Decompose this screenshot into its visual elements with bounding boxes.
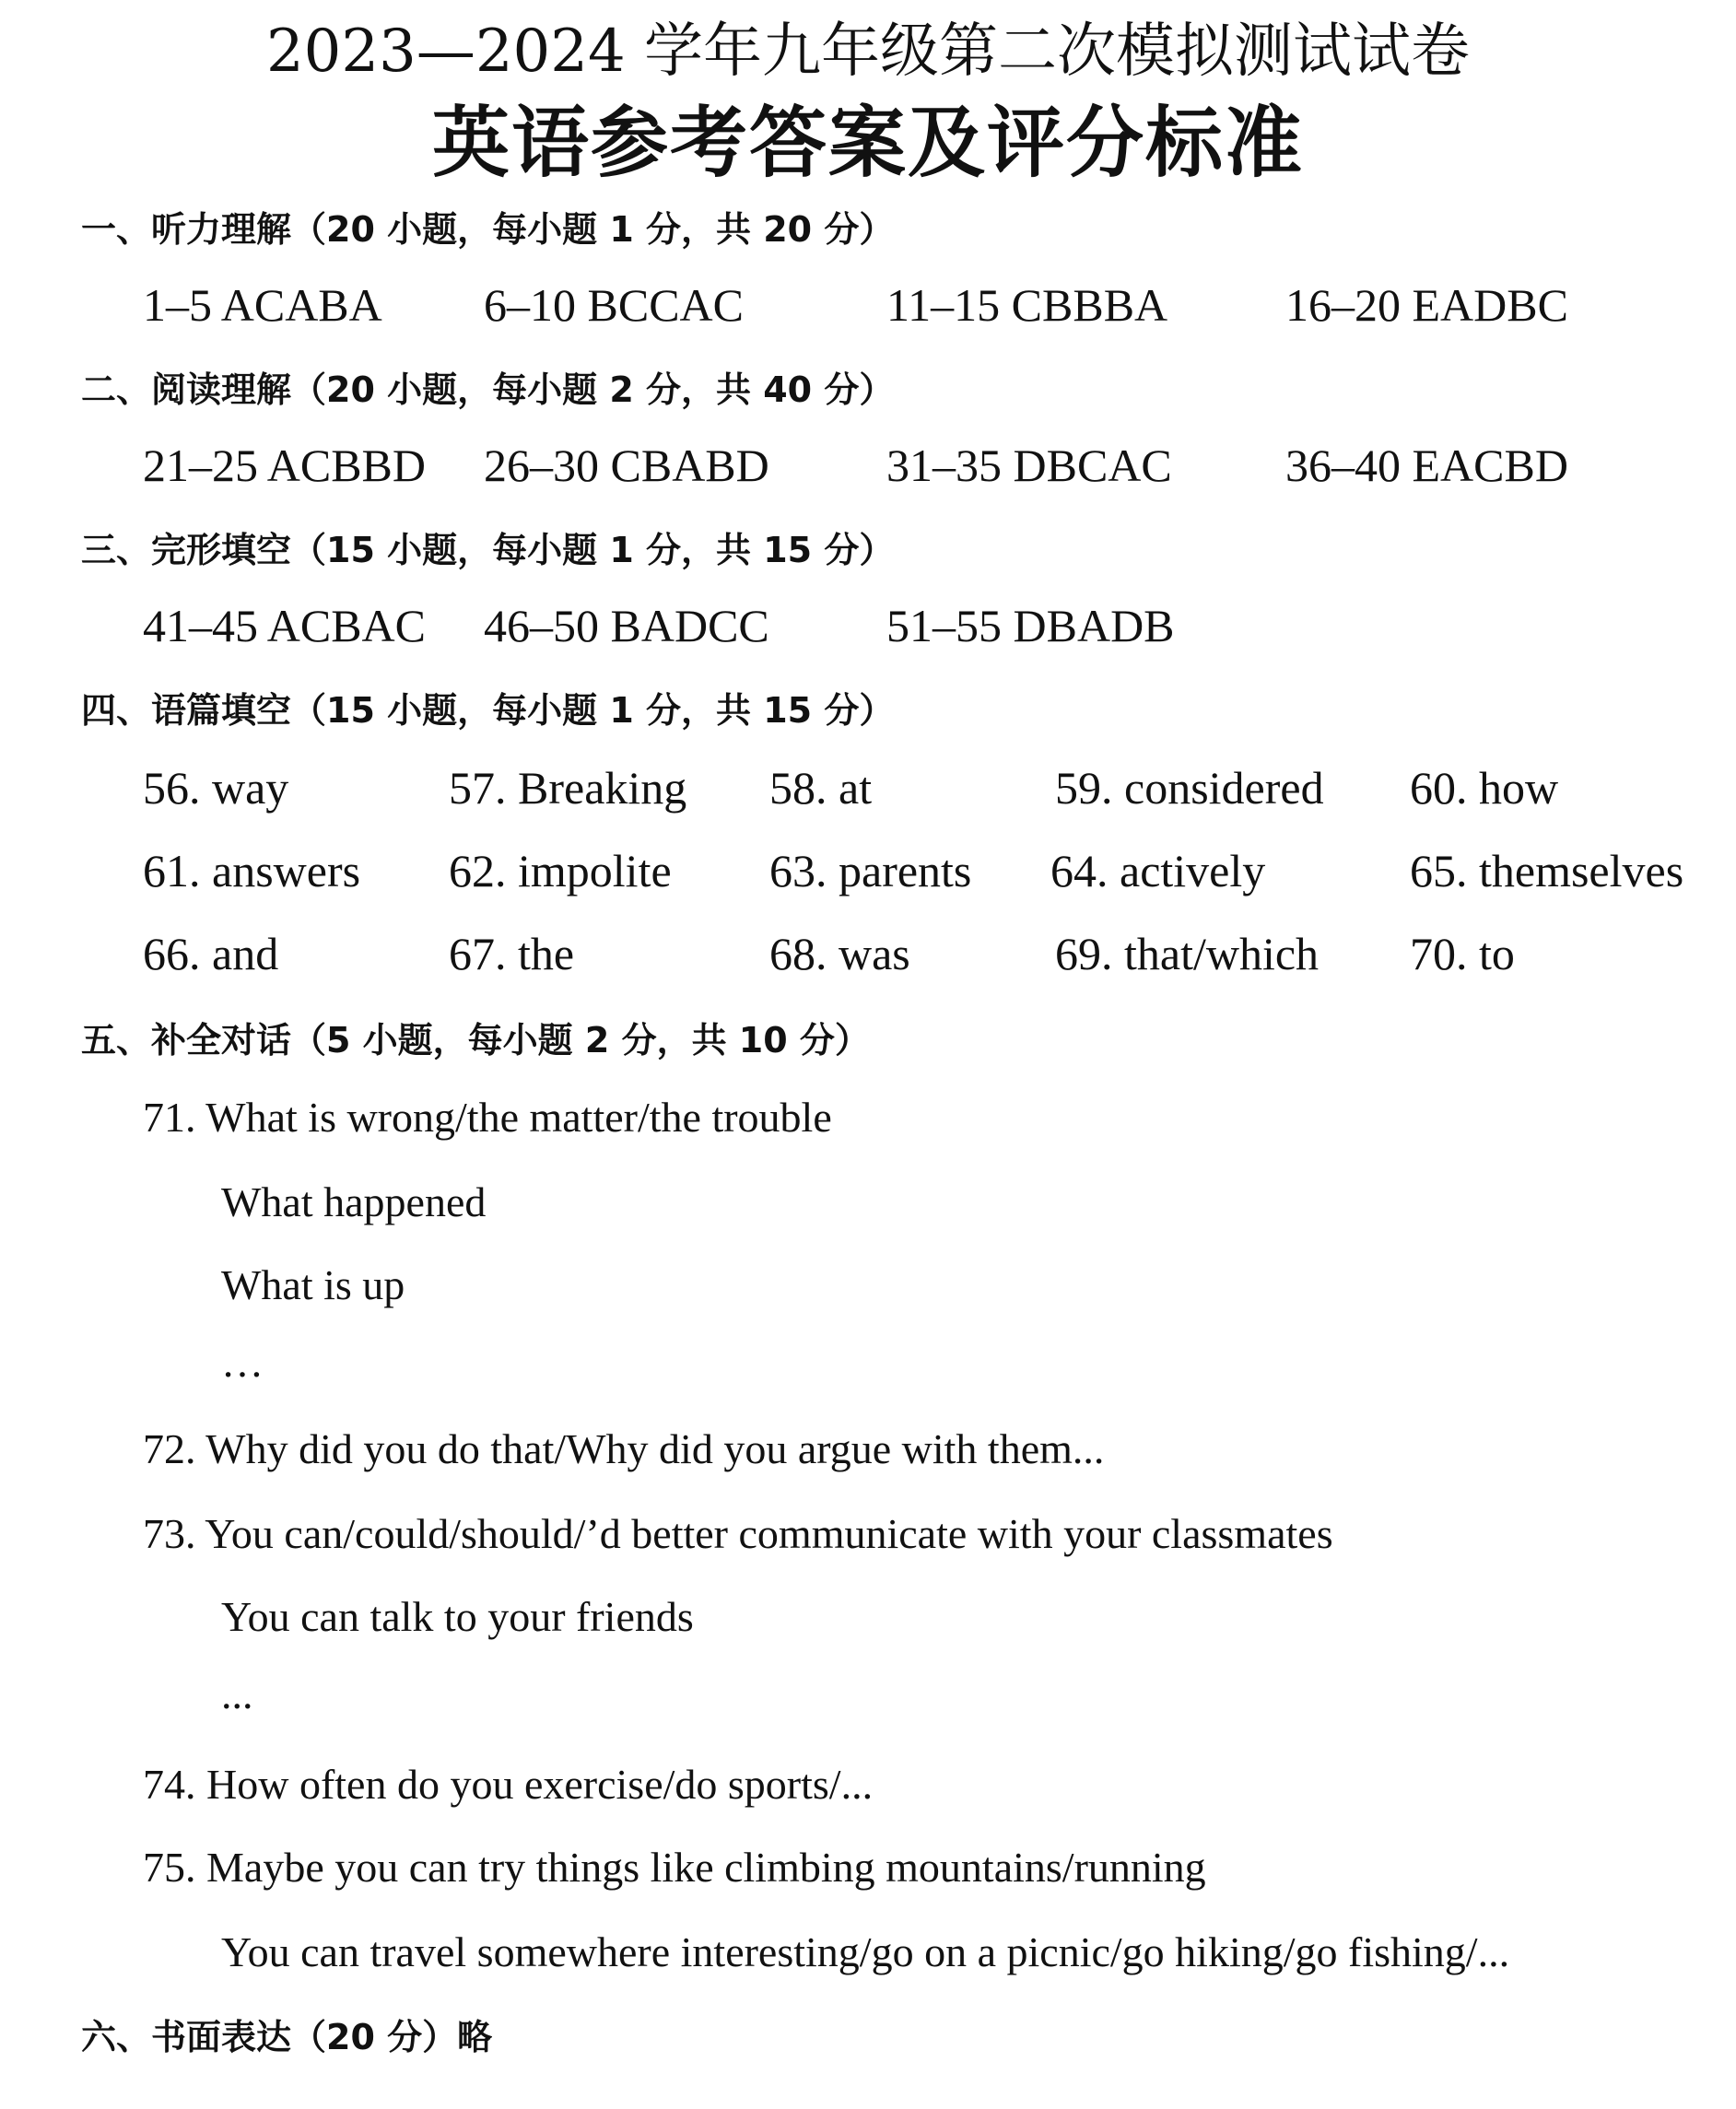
page-title: 2023—2024 学年九年级第二次模拟测试试卷 xyxy=(265,18,1471,86)
answer-group: 46–50 BADCC xyxy=(484,600,769,651)
section-heading-passage-fill: 四、语篇填空（15 小题，每小题 1 分，共 15 分） xyxy=(81,690,895,731)
dialogue-answer: You can talk to your friends xyxy=(221,1593,694,1640)
answer-group: 1–5 ACABA xyxy=(143,279,382,331)
dialogue-answer: You can travel somewhere interesting/go on a picnic/go hiking/go fishing/... xyxy=(221,1928,1510,1975)
answer-group: 11–15 CBBBA xyxy=(886,279,1168,331)
fill-answer: 66. and xyxy=(143,928,279,979)
fill-answer: 61. answers xyxy=(143,845,361,896)
fill-answer: 56. way xyxy=(143,762,289,814)
dialogue-answer: What happened xyxy=(221,1178,487,1225)
section-heading-listening: 一、听力理解（20 小题，每小题 1 分，共 20 分） xyxy=(81,209,895,250)
fill-answer: 67. the xyxy=(449,928,575,979)
dialogue-answer: What is up xyxy=(221,1261,405,1308)
fill-answer: 65. themselves xyxy=(1410,845,1684,896)
fill-answer: 62. impolite xyxy=(449,845,672,896)
answer-group: 16–20 EADBC xyxy=(1285,279,1568,331)
dialogue-answer: 72. Why did you do that/Why did you argue with them... xyxy=(143,1425,1105,1472)
section-heading-dialogue: 五、补全对话（5 小题，每小题 2 分，共 10 分） xyxy=(81,1020,870,1060)
fill-answer: 64. actively xyxy=(1050,845,1266,896)
section-heading-reading: 二、阅读理解（20 小题，每小题 2 分，共 40 分） xyxy=(81,369,895,410)
answer-group: 41–45 ACBAC xyxy=(143,600,427,651)
dialogue-answer: 71. What is wrong/the matter/the trouble xyxy=(143,1094,832,1141)
fill-answer: 57. Breaking xyxy=(449,762,687,814)
dialogue-answer: 74. How often do you exercise/do sports/... xyxy=(143,1761,874,1808)
fill-answer: 69. that/which xyxy=(1055,928,1320,979)
dialogue-answer: 73. You can/could/should/’d better communicate with your classmates xyxy=(143,1510,1333,1557)
answer-group: 6–10 BCCAC xyxy=(484,279,745,331)
fill-answer: 70. to xyxy=(1410,928,1515,979)
section-heading-cloze: 三、完形填空（15 小题，每小题 1 分，共 15 分） xyxy=(81,530,895,570)
answer-group: 51–55 DBADB xyxy=(886,600,1175,651)
answer-group: 21–25 ACBBD xyxy=(143,439,427,491)
answer-group: 31–35 DBCAC xyxy=(886,439,1172,491)
section-heading-writing: 六、书面表达（20 分）略 xyxy=(81,2017,493,2057)
fill-answer: 63. parents xyxy=(769,845,972,896)
answer-group: 26–30 CBABD xyxy=(484,439,769,491)
fill-answer: 60. how xyxy=(1410,762,1559,814)
answer-group: 36–40 EACBD xyxy=(1285,439,1568,491)
dialogue-answer: 75. Maybe you can try things like climbing mountains/running xyxy=(143,1844,1206,1891)
fill-answer: 59. considered xyxy=(1055,762,1324,814)
page-subtitle: 英语参考答案及评分标准 xyxy=(431,98,1304,188)
fill-answer: 68. was xyxy=(769,928,910,979)
dialogue-answer: … xyxy=(221,1339,264,1386)
dialogue-answer: ... xyxy=(221,1670,253,1717)
fill-answer: 58. at xyxy=(769,762,873,814)
